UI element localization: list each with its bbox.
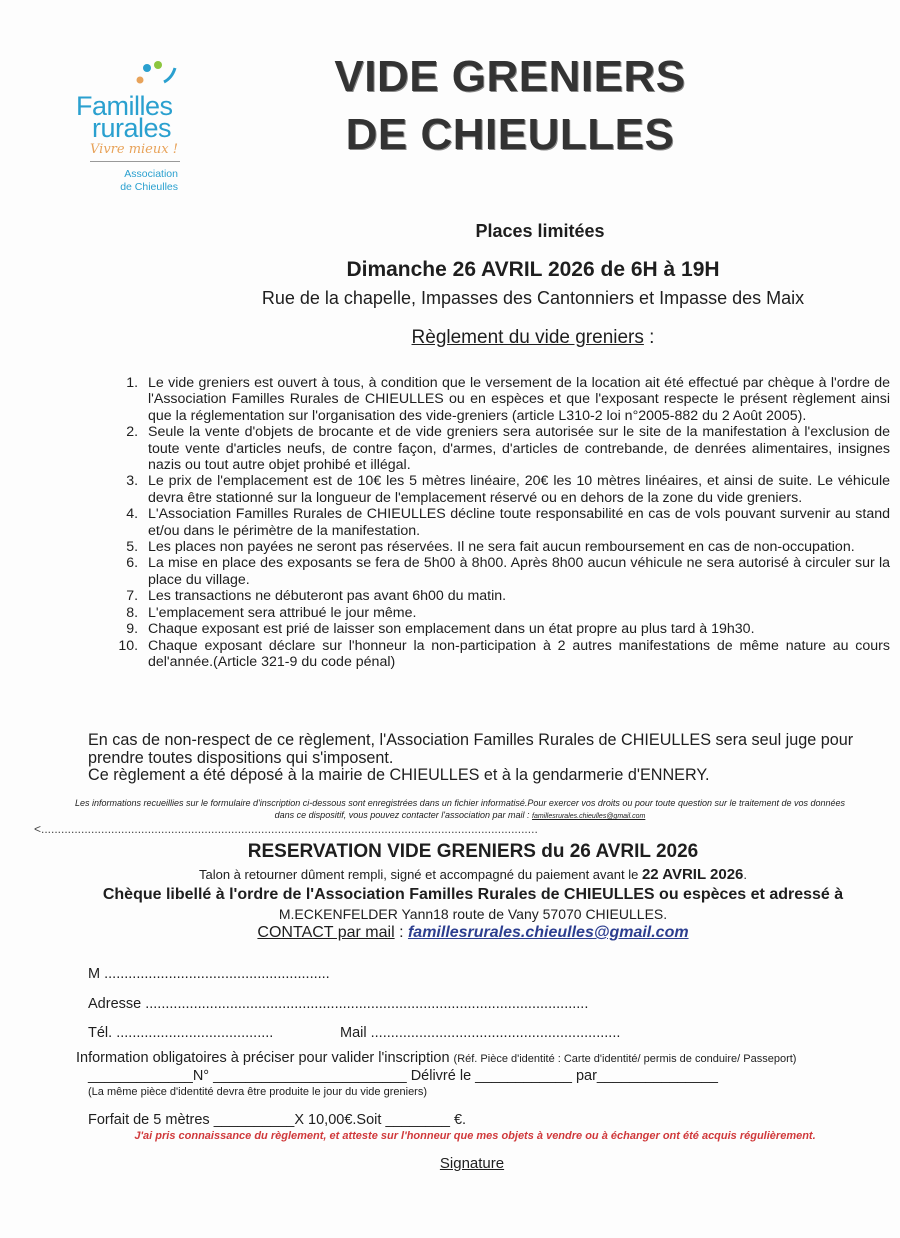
- logo-assoc-line: de Chieulles: [120, 181, 178, 193]
- rule-item: 5. Les places non payées ne seront pas réservées. Il ne sera fait aucun remboursement en cas de non-occupation.: [142, 539, 890, 555]
- contact-sep: :: [394, 924, 408, 941]
- mailing-address: M.ECKENFELDER Yann18 route de Vany 57070 CHIEULLES.: [278, 906, 668, 922]
- logo-association: [70, 168, 178, 194]
- rule-item: 9. Chaque exposant est prié de laisser son emplacement dans un état propre au plus tard à 19h30.: [142, 621, 890, 637]
- places-limitees: Places limitées: [475, 221, 605, 241]
- logo-assoc-line: Association: [124, 168, 178, 180]
- id-info: [76, 1050, 796, 1066]
- rules-list: [112, 375, 890, 670]
- privacy-email-link[interactable]: famillesrurales.chieulles@gmail.com: [532, 813, 646, 820]
- forfait-field[interactable]: Forfait de 5 mètres __________X 10,00€.Soit ________ €.: [88, 1112, 467, 1128]
- rule-item: 8. L'emplacement sera attribué le jour même.: [142, 605, 890, 621]
- privacy-text: Les informations recueillies sur le formulaire d'inscription ci-dessous sont enregistrées dans un fichier informatisé.Pour exercer vos droits ou pour toute question sur le traitement de vos données dans ce dispositif, vous pouvez contacter l'association par mail :: [74, 798, 846, 820]
- id-info-text: Information obligatoires à préciser pour valider l'inscription: [76, 1050, 454, 1066]
- title-line-1: VIDE GRENIERS: [334, 52, 686, 101]
- privacy-notice: [70, 797, 850, 823]
- closing-text: [88, 732, 868, 785]
- familles-rurales-logo: [70, 60, 190, 195]
- rule-item: 4. L'Association Familles Rurales de CHIEULLES décline toute responsabilité en cas de vols pouvant survenir au stand et/ou dans le périmètre de la manifestation.: [142, 506, 890, 539]
- rule-item: 3. Le prix de l'emplacement est de 10€ les 5 mètres linéaire, 20€ les 10 mètres linéaires, et ainsi de suite. Le véhicule devra être stationné sur la longueur de l'emplacement réservé ou en dehors de la zone du vide greniers.: [142, 473, 890, 506]
- title-line-2: DE CHIEULLES: [345, 110, 675, 159]
- contact-line: [100, 924, 846, 942]
- rule-item: 6. La mise en place des exposants se fera de 5h00 à 8h00. Après 8h00 aucun véhicule ne sera autorisé à circuler sur la place du village.: [142, 555, 890, 588]
- talon-text: Talon à retourner dûment rempli, signé et accompagné du paiement avant le: [198, 867, 642, 882]
- contact-email-link[interactable]: famillesrurales.chieulles@gmail.com: [407, 924, 689, 941]
- name-field[interactable]: M ........................................................: [88, 966, 330, 982]
- mail-field[interactable]: Mail ..............................................................: [340, 1025, 621, 1041]
- event-location: Rue de la chapelle, Impasses des Cantonniers et Impasse des Maix: [261, 288, 805, 308]
- event-date: Dimanche 26 AVRIL 2026 de 6H à 19H: [346, 258, 720, 281]
- closing-paragraph-2: Ce règlement a été déposé à la mairie de CHIEULLES et à la gendarmerie d'ENNERY.: [88, 766, 710, 784]
- rules-heading-text: Règlement du vide greniers: [411, 327, 644, 348]
- cheque-info: Chèque libellé à l'ordre de l'Association Familles Rurales de CHIEULLES ou espèces et adressé à: [102, 886, 844, 903]
- contact-label: CONTACT par mail: [257, 924, 395, 941]
- signature-label: Signature: [439, 1155, 505, 1172]
- phone-field[interactable]: Tél. .......................................: [88, 1025, 274, 1041]
- id-note: (La même pièce d'identité devra être produite le jour du vide greniers): [88, 1086, 428, 1098]
- reservation-talon: Talon à retourner dûment rempli, signé et accompagné du paiement avant le 22 AVRIL 2026.: [198, 866, 748, 883]
- id-details-field[interactable]: _____________N° ________________________ Délivré le ____________ par_______________: [88, 1068, 718, 1084]
- rule-item: 10. Chaque exposant déclare sur l'honneur la non-participation à 2 autres manifestations de même nature au cours del'année.(Article 321-9 du code pénal): [142, 638, 890, 671]
- rules-heading: [200, 327, 866, 349]
- logo-word-2: rurales: [92, 113, 172, 143]
- logo-word-1: Familles: [76, 91, 173, 121]
- rule-item: 7. Les transactions ne débuteront pas avant 6h00 du matin.: [142, 588, 890, 604]
- logo-tagline: Vivre mieux !: [90, 142, 178, 157]
- attestation: J'ai pris connaissance du règlement, et atteste sur l'honneur que mes objets à vendre ou à échanger ont été acquis régulièrement.: [134, 1130, 816, 1142]
- rule-item: 1. Le vide greniers est ouvert à tous, à condition que le versement de la location ait été effectué par chèque à l'ordre de l'Association Familles Rurales de CHIEULLES ou en espèces et que l'exposant respecte le présent règlement ainsi que la réglementation sur l'organisation des vide-greniers (article L310-2 loi n°2005-882 du 2 Août 2005).: [142, 375, 890, 424]
- closing-paragraph-1: En cas de non-respect de ce règlement, l'Association Familles Rurales de CHIEULLES sera seul juge pour prendre toutes dispositions qui s'imposent.: [88, 731, 854, 767]
- cut-line-scissors: <.....................................................................................................................................................: [34, 822, 538, 836]
- reservation-title: RESERVATION VIDE GRENIERS du 26 AVRIL 2026: [247, 841, 699, 862]
- rules-heading-colon: :: [643, 327, 655, 348]
- address-field[interactable]: Adresse ..............................................................................................................: [88, 996, 589, 1012]
- deadline: 22 AVRIL 2026: [641, 866, 744, 883]
- rule-item: 2. Seule la vente d'objets de brocante et de vide greniers sera autorisée sur le site de la manifestation à l'exclusion de toute vente d'articles neufs, de contre façon, d'armes, d'articles de contrebande, de denrées alimentaires, insignes nazis ou tout autre objet prohibé et illégal.: [142, 424, 890, 473]
- id-info-ref: (Réf. Pièce d'identité : Carte d'identité/ permis de conduire/ Passeport): [453, 1053, 797, 1065]
